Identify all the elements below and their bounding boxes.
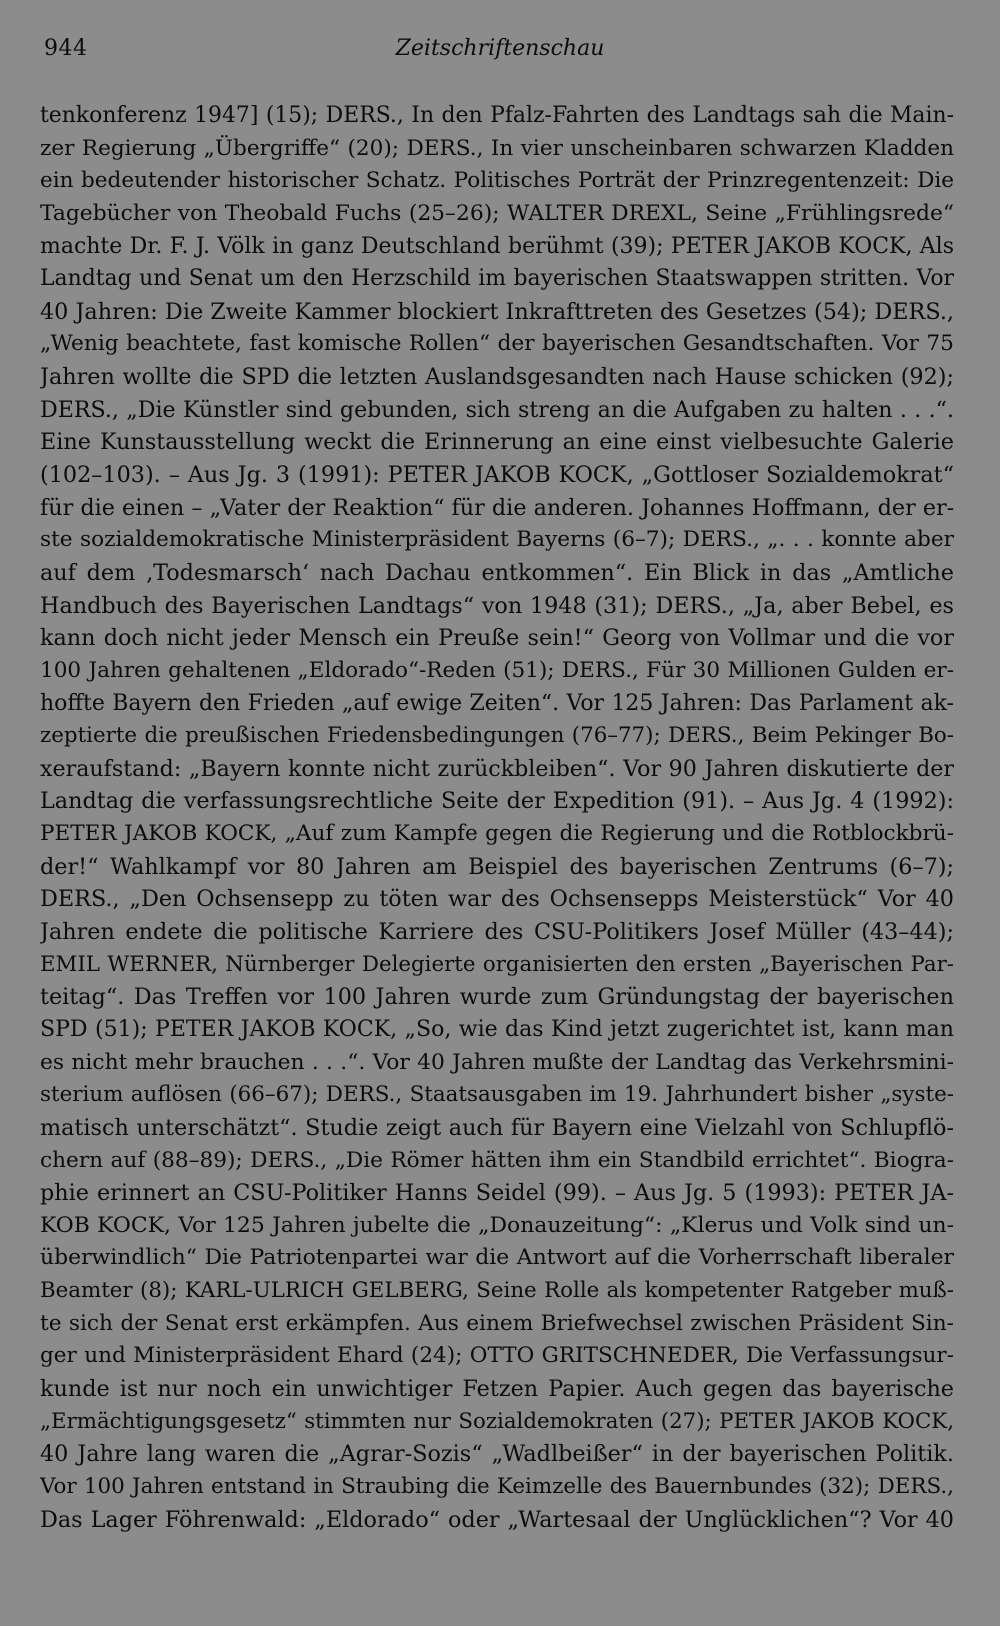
text-line: xeraufstand: „Bayern konnte nicht zurückbleiben“. Vor 90 Jahren diskutierte der <box>40 755 954 782</box>
text-line: auf dem ‚Todesmarsch‘ nach Dachau entkommen“. Ein Blick in das „Amtliche <box>40 559 954 586</box>
text-line: 40 Jahre lang waren die „Agrar-Sozis“ „Wadlbeißer“ in der bayerischen Politik. <box>40 1441 954 1468</box>
text-line: „Wenig beachtete, fast komische Rollen“ der bayerischen Gesandtschaften. Vor 75 <box>40 331 954 357</box>
text-line: 40 Jahren: Die Zweite Kammer blockiert Inkrafttreten des Gesetzes (54); DERS., <box>40 298 954 325</box>
text-line: Eine Kunstausstellung weckt die Erinnerung an eine einst vielbesuchte Galerie <box>40 429 954 456</box>
text-line: EMIL WERNER, Nürnberger Delegierte organisierten den ersten „Bayerischen Par- <box>40 951 954 977</box>
text-line: tenkonferenz 1947] (15); DERS., In den Pfalz-Fahrten des Landtags sah die Main- <box>40 103 954 128</box>
text-line: machte Dr. F. J. Völk in ganz Deutschland berühmt (39); PETER JAKOB KOCK, Als <box>40 233 954 259</box>
text-line: te sich der Senat erst erkämpfen. Aus einem Briefwechsel zwischen Präsident Sin- <box>40 1310 954 1336</box>
text-line: Landtag und Senat um den Herzschild im bayerischen Staatswappen stritten. Vor <box>40 266 954 292</box>
text-line: überwindlich“ Die Patriotenpartei war die Antwort auf die Vorherrschaft liberaler <box>40 1245 954 1271</box>
text-line: Vor 100 Jahren entstand in Straubing die Keimzelle des Bauernbundes (32); DERS., <box>40 1473 954 1499</box>
text-line: DERS., „Den Ochsensepp zu töten war des Ochsensepps Meisterstück“ Vor 40 <box>40 886 954 913</box>
page-header <box>44 36 956 72</box>
text-line: KOB KOCK, Vor 125 Jahren jubelte die „Donauzeitung“: „Klerus und Volk sind un- <box>40 1212 954 1238</box>
text-line: zeptierte die preußischen Friedensbedingungen (76–77); DERS., Beim Pekinger Bo- <box>40 723 954 749</box>
text-line: 100 Jahren gehaltenen „Eldorado“-Reden (51); DERS., Für 30 Millionen Gulden er- <box>40 657 954 683</box>
text-line: teitag“. Das Treffen vor 100 Jahren wurde zum Gründungstag der bayerischen <box>40 984 954 1011</box>
text-line: phie erinnert an CSU-Politiker Hanns Seidel (99). – Aus Jg. 5 (1993): PETER JA- <box>40 1180 954 1207</box>
text-line: es nicht mehr brauchen . . .“. Vor 40 Jahren mußte der Landtag das Verkehrsmini- <box>40 1049 954 1075</box>
text-line: sterium auflösen (66–67); DERS., Staatsausgaben im 19. Jahrhundert bisher „syste- <box>40 1082 954 1108</box>
text-line: Beamter (8); KARL-ULRICH GELBERG, Seine Rolle als kompetenter Ratgeber muß- <box>40 1278 954 1304</box>
page-number: 944 <box>44 36 88 61</box>
text-line: DERS., „Die Künstler sind gebunden, sich streng an die Aufgaben zu halten . . .“. <box>40 396 954 423</box>
text-line: Das Lager Föhrenwald: „Eldorado“ oder „Wartesaal der Unglücklichen“? Vor 40 <box>40 1506 954 1533</box>
text-line: „Ermächtigungsgesetz“ stimmten nur Sozialdemokraten (27); PETER JAKOB KOCK, <box>40 1408 954 1434</box>
text-line: Jahren endete die politische Karriere des CSU-Politikers Josef Müller (43–44); <box>40 919 954 946</box>
text-line: kunde ist nur noch ein unwichtiger Fetzen Papier. Auch gegen das bayerische <box>40 1375 954 1402</box>
text-line: kann doch nicht jeder Mensch ein Preuße sein!“ Georg von Vollmar und die vor <box>40 625 954 652</box>
text-line: chern auf (88–89); DERS., „Die Römer hätten ihm ein Standbild errichtet“. Biogra- <box>40 1147 954 1173</box>
text-line: PETER JAKOB KOCK, „Auf zum Kampfe gegen die Regierung und die Rotblockbrü- <box>40 821 954 847</box>
text-line: ste sozialdemokratische Ministerpräsident Bayerns (6–7); DERS., „. . . konnte aber <box>40 527 954 553</box>
running-head: Zeitschriftenschau <box>395 36 605 61</box>
text-line: (102–103). – Aus Jg. 3 (1991): PETER JAKOB KOCK, „Gottloser Sozialdemokrat“ <box>40 462 954 489</box>
text-line: ein bedeutender historischer Schatz. Politisches Porträt der Prinzregentenzeit: Die <box>40 168 954 194</box>
text-line: Landtag die verfassungsrechtliche Seite der Expedition (91). – Aus Jg. 4 (1992): <box>40 788 954 815</box>
text-line: für die einen – „Vater der Reaktion“ für die anderen. Johannes Hoffmann, der er- <box>40 494 954 521</box>
text-line: Tagebücher von Theobald Fuchs (25–26); WALTER DREXL, Seine „Frühlingsrede“ <box>40 200 954 226</box>
text-line: ger und Ministerpräsident Ehard (24); OTTO GRITSCHNEDER, Die Verfassungsur- <box>40 1343 954 1369</box>
body-text <box>40 100 954 1536</box>
text-line: matisch unterschätzt“. Studie zeigt auch für Bayern eine Vielzahl von Schlupflö- <box>40 1114 954 1141</box>
text-line: der!“ Wahlkampf vor 80 Jahren am Beispiel des bayerischen Zentrums (6–7); <box>40 853 954 880</box>
text-line: zer Regierung „Übergriffe“ (20); DERS., In vier unscheinbaren schwarzen Kladden <box>40 135 954 161</box>
text-line: Handbuch des Bayerischen Landtags“ von 1948 (31); DERS., „Ja, aber Bebel, es <box>40 592 954 619</box>
text-line: hoffte Bayern den Frieden „auf ewige Zeiten“. Vor 125 Jahren: Das Parlament ak- <box>40 690 954 716</box>
text-line: SPD (51); PETER JAKOB KOCK, „So, wie das Kind jetzt zugerichtet ist, kann man <box>40 1016 954 1042</box>
text-line: Jahren wollte die SPD die letzten Auslandsgesandten nach Hause schicken (92); <box>40 364 954 391</box>
